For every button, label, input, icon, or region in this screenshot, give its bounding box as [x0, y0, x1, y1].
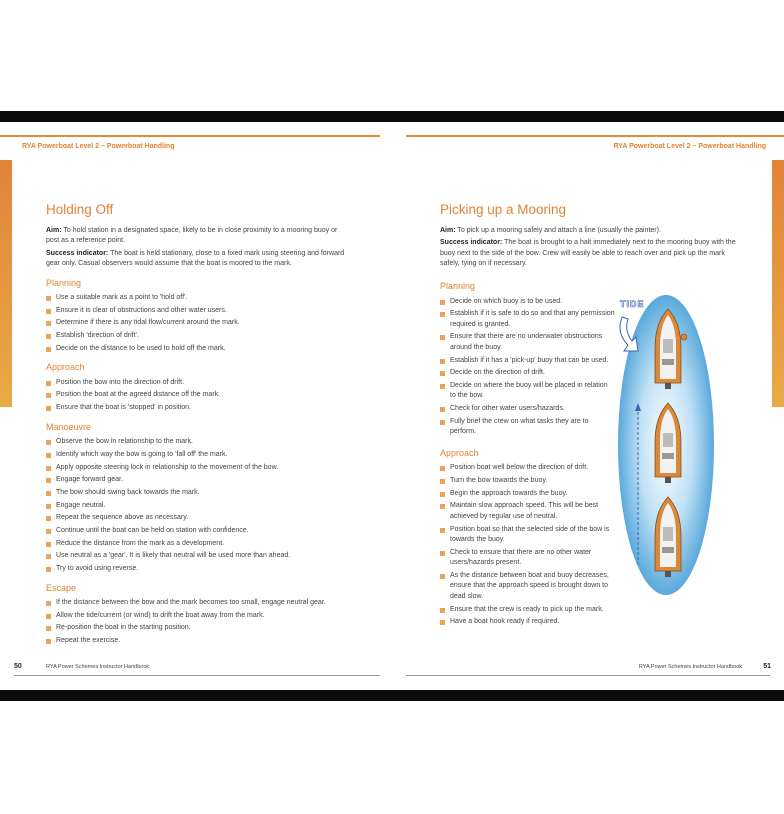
- list-item: Decide on where the buoy will be placed in relation to the bow.: [440, 381, 615, 402]
- left-content: [46, 202, 346, 649]
- list-item: The bow should swing back towards the mark.: [46, 488, 346, 499]
- left-page-number: 50: [14, 663, 22, 670]
- list-item: Ensure that the boat is 'stopped' in position.: [46, 403, 346, 414]
- section-heading-approach: Approach: [440, 447, 479, 458]
- list-item: Establish if it has a 'pick-up' buoy that can be used.: [440, 356, 615, 367]
- list-item: Identify which way the bow is going to 'fall off' the mark.: [46, 450, 346, 461]
- list-item: Begin the approach towards the buoy.: [440, 489, 615, 500]
- list-item: Turn the bow towards the buoy.: [440, 476, 615, 487]
- section-heading-manoeuvre: Manoeuvre: [46, 421, 92, 432]
- list-item: Use neutral as a 'gear'. It is likely that neutral will be used more than ahead.: [46, 551, 346, 562]
- left-header-rule: [0, 135, 380, 137]
- list-item: Engage forward gear.: [46, 475, 346, 486]
- page-title-picking-up-mooring: Picking up a Mooring: [440, 202, 567, 217]
- list-item: Establish 'direction of drift'.: [46, 331, 346, 342]
- page-title-holding-off: Holding Off: [46, 202, 114, 217]
- approach-list: [46, 378, 346, 414]
- section-heading-planning: Planning: [440, 281, 476, 291]
- right-side-tab: [772, 160, 784, 407]
- diagram-svg: [614, 285, 724, 595]
- list-item: Decide on the distance to be used to hold off the mark.: [46, 344, 346, 355]
- list-item: Use a suitable mark as a point to 'hold off'.: [46, 293, 346, 304]
- list-item: Have a boat hook ready if required.: [440, 617, 615, 628]
- right-footer-text: RYA Power Schemes Instructor Handbook: [638, 664, 742, 670]
- success-paragraph: Success indicator: The boat is brought to a halt immediately next to the mooring buoy with the buoy next to the side of the bow. Crew will easily be able to reach over and pick up the mark safely, tying on if necessary.: [440, 239, 736, 267]
- list-item: Position boat so that the selected side of the bow is towards the buoy.: [440, 525, 615, 546]
- aim-paragraph: Aim: To hold station in a designated space, likely to be in close proximity to a mooring buoy or post as a reference point.: [46, 226, 338, 244]
- list-item: Decide on the direction of drift.: [440, 368, 615, 379]
- planning-list: [46, 293, 346, 354]
- aim-paragraph: Aim: To pick up a mooring safely and attach a line (usually the painter).: [440, 226, 661, 234]
- list-item: Check to ensure that there are no other water users/hazards present.: [440, 548, 615, 569]
- list-item: If the distance between the bow and the mark becomes too small, engage neutral gear.: [46, 598, 346, 609]
- section-heading-approach: Approach: [46, 362, 85, 373]
- list-item: As the distance between boat and buoy decreases, ensure that the approach speed is brought down to dead slow.: [440, 571, 615, 603]
- list-item: Ensure that the crew is ready to pick up the mark.: [440, 605, 615, 616]
- bottom-black-band: [0, 690, 784, 701]
- mooring-approach-diagram: [614, 285, 724, 595]
- left-running-header: RYA Powerboat Level 2 – Powerboat Handling: [22, 143, 175, 150]
- list-item: Allow the tide/current (or wind) to drift the boat away from the mark.: [46, 611, 346, 622]
- top-black-band: [0, 111, 784, 122]
- list-item: Ensure that there are no underwater obstructions around the buoy.: [440, 332, 615, 353]
- right-running-header: RYA Powerboat Level 2 – Powerboat Handling: [613, 143, 766, 150]
- approach-list: [440, 463, 615, 628]
- list-item: Position boat well below the direction of drift.: [440, 463, 615, 474]
- list-item: Ensure it is clear of obstructions and other water users.: [46, 306, 346, 317]
- list-item: Repeat the exercise.: [46, 636, 346, 647]
- manoeuvre-list: [46, 437, 346, 574]
- planning-list: [440, 297, 615, 438]
- section-heading-escape: Escape: [46, 582, 77, 593]
- left-side-tab: [0, 160, 12, 407]
- right-page-number: 51: [763, 663, 771, 670]
- left-footer-text: RYA Power Schemes Instructor Handbook: [46, 664, 150, 670]
- success-paragraph: Success indicator: The boat is held stationary, close to a fixed mark using steering and forward gear only. Casual observers would assume that the boat is moored to the mark.: [46, 249, 345, 267]
- list-item: Repeat the sequence above as necessary.: [46, 513, 346, 524]
- list-item: Decide on which buoy is to be used.: [440, 297, 615, 308]
- right-header-rule: [406, 135, 784, 137]
- list-item: Fully brief the crew on what tasks they are to perform.: [440, 417, 615, 438]
- left-footer-rule: [14, 675, 380, 676]
- list-item: Determine if there is any tidal flow/current around the mark.: [46, 318, 346, 329]
- escape-list: [46, 598, 346, 647]
- mooring-buoy-icon: [681, 334, 687, 340]
- list-item: Re-position the boat in the starting position.: [46, 623, 346, 634]
- list-item: Maintain slow approach speed. This will be best achieved by regular use of neutral.: [440, 501, 615, 522]
- section-heading-planning: Planning: [46, 277, 82, 288]
- list-item: Check for other water users/hazards.: [440, 404, 615, 415]
- list-item: Try to avoid using reverse.: [46, 564, 346, 575]
- list-item: Apply opposite steering lock in relationship to the movement of the bow.: [46, 463, 346, 474]
- tide-label: TIDE: [620, 299, 645, 309]
- list-item: Engage neutral.: [46, 501, 346, 512]
- list-item: Continue until the boat can be held on station with confidence.: [46, 526, 346, 537]
- right-content-top: [440, 202, 740, 272]
- right-content-lists: [440, 273, 615, 630]
- list-item: Observe the bow in relationship to the mark.: [46, 437, 346, 448]
- list-item: Position the boat at the agreed distance off the mark.: [46, 390, 346, 401]
- list-item: Establish if it is safe to do so and that any permission required is granted.: [440, 309, 615, 330]
- list-item: Position the bow into the direction of drift.: [46, 378, 346, 389]
- right-footer-rule: [406, 675, 770, 676]
- list-item: Reduce the distance from the mark as a development.: [46, 539, 346, 550]
